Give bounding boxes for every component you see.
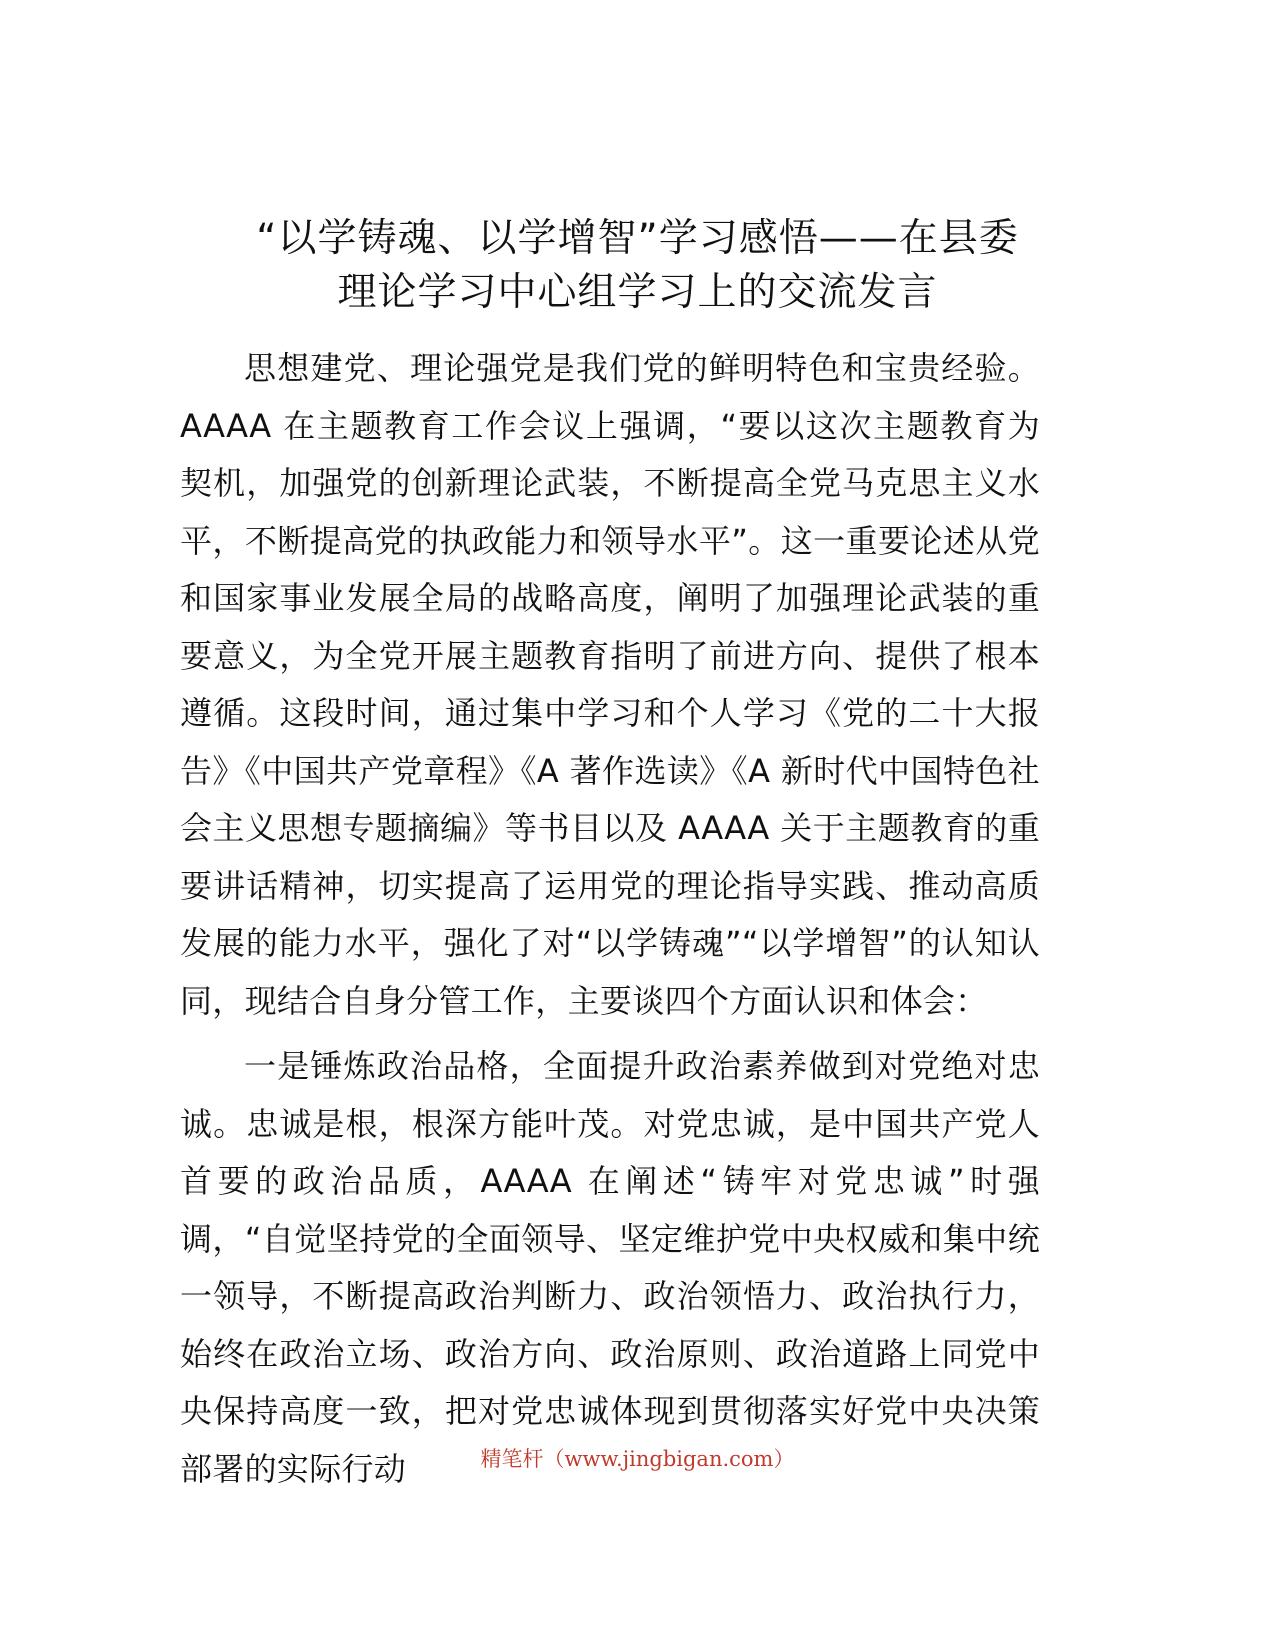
document-body (180, 340, 1040, 1498)
footer-watermark: 精笔杆（www.jingbigan.com） (480, 1447, 795, 1471)
paragraph-intro: 思想建党、理论强党是我们党的鲜明特色和宝贵经验。AAAA 在主题教育工作会议上强调，“要以这次主题教育为契机，加强党的创新理论武装，不断提高全党马克思主义水平，不断提高党的执政能力和领导水平”。这一重要论述从党和国家事业发展全局的战略高度，阐明了加强理论武装的重要意义，为全党开展主题教育指明了前进方向、提供了根本遵循。这段时间，通过集中学习和个人学习《党的二十大报告》《中国共产党章程》《A 著作选读》《A 新时代中国特色社会主义思想专题摘编》等书目以及 AAAA 关于主题教育的重要讲话精神，切实提高了运用党的理论指导实践、推动高质发展的能力水平，强化了对“以学铸魂”“以学增智”的认知认同，现结合自身分管工作，主要谈四个方面认识和体会： (180, 349, 1040, 1020)
title-line-1: “以学铸魂、以学增智”学习感悟——在县委 (256, 216, 1019, 261)
paragraph-point-one: 一是锤炼政治品格，全面提升政治素养做到对党绝对忠诚。忠诚是根，根深方能叶茂。对党忠诚，是中国共产党人首要的政治品质，AAAA 在阐述“铸牢对党忠诚”时强调，“自觉坚持党的全面领导、坚定维护党中央权威和集中统一领导，不断提高政治判断力、政治领悟力、政治执行力，始终在政治立场、政治方向、政治原则、政治道路上同党中央保持高度一致，把对党忠诚体现到贯彻落实好党中央决策部署的实际行动 (180, 1047, 1040, 1488)
title-line-2: 理论学习中心组学习上的交流发言 (337, 270, 938, 315)
document-title (150, 212, 1125, 320)
